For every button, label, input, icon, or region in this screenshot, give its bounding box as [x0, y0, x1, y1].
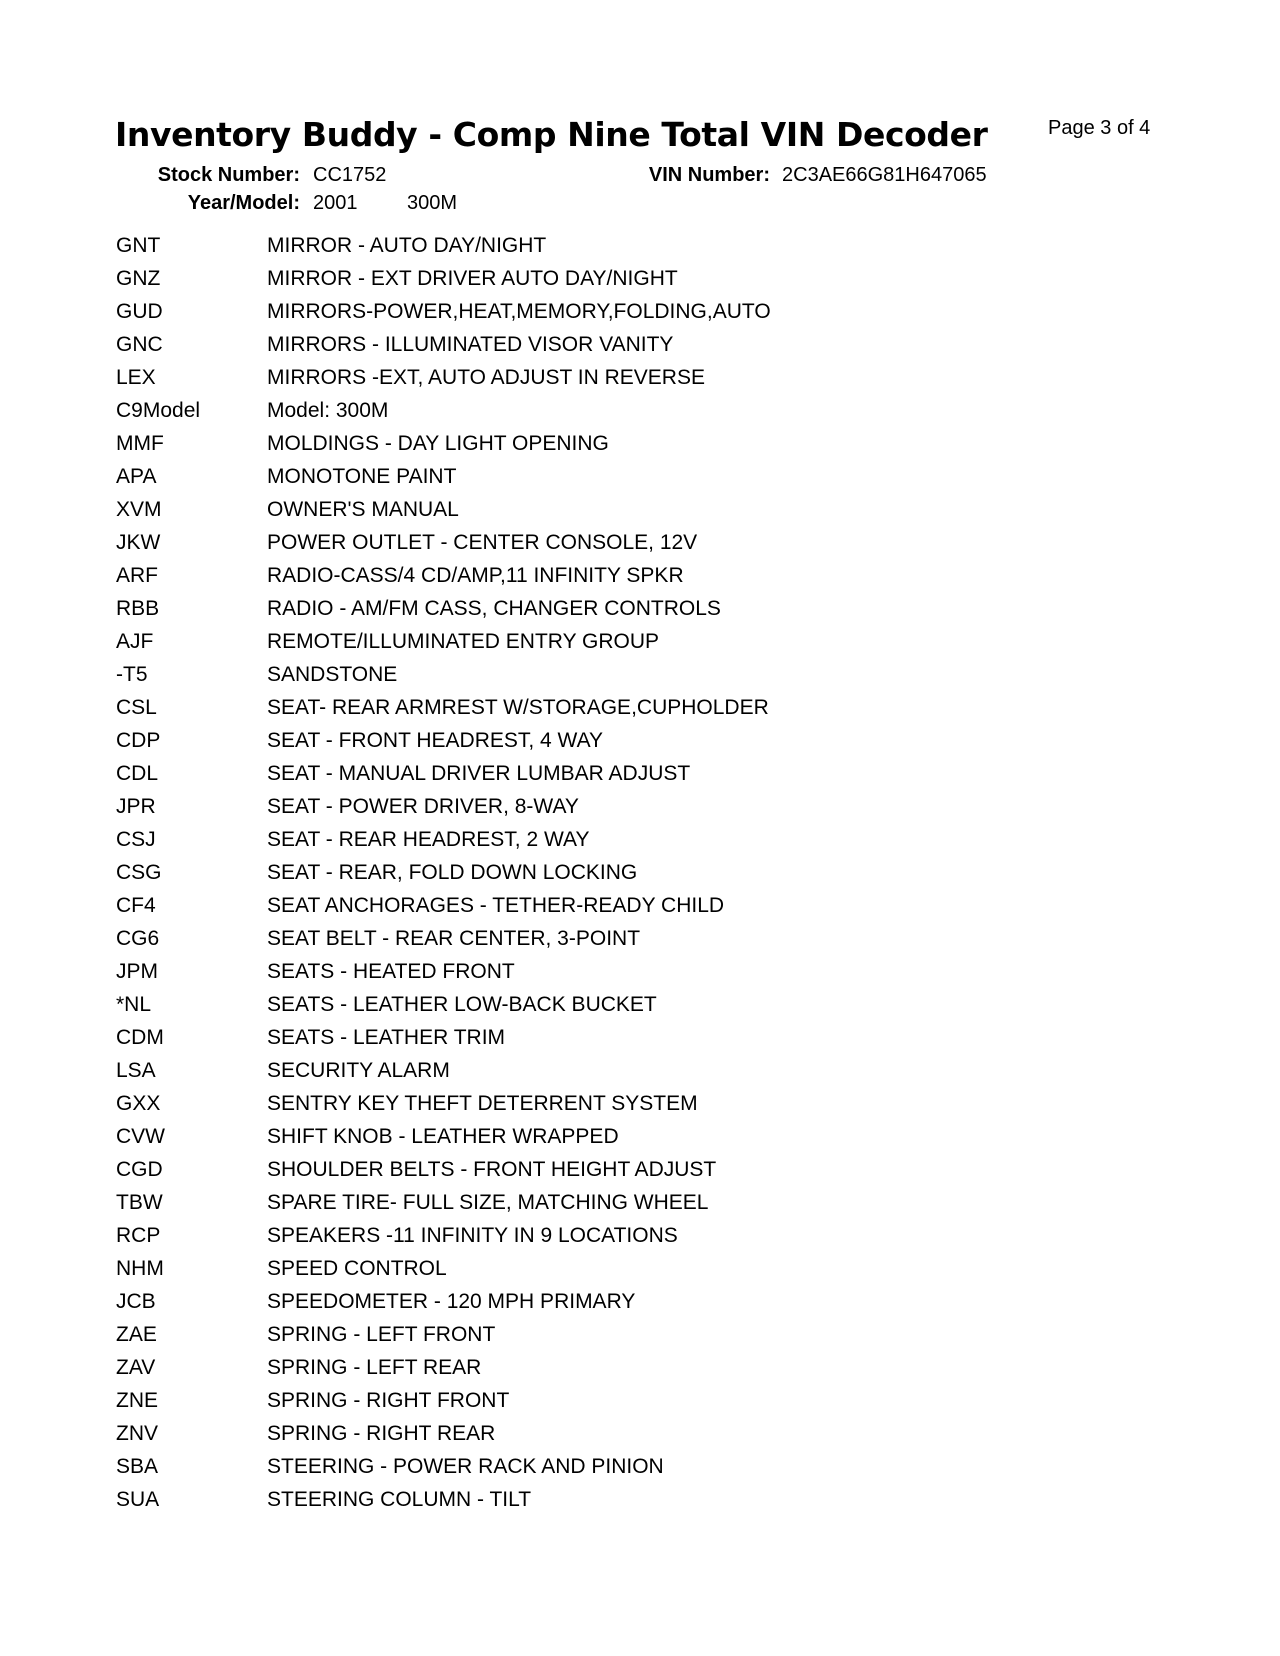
option-row [116, 1120, 1176, 1153]
option-row [116, 1417, 1176, 1450]
option-code: GUD [116, 299, 163, 323]
option-row [116, 1483, 1176, 1516]
option-code: RCP [116, 1223, 161, 1247]
option-description: SENTRY KEY THEFT DETERRENT SYSTEM [267, 1091, 698, 1115]
option-row [116, 1186, 1176, 1219]
option-row [116, 559, 1176, 592]
option-code: CVW [116, 1124, 165, 1148]
option-description: POWER OUTLET - CENTER CONSOLE, 12V [267, 530, 698, 554]
option-description: RADIO-CASS/4 CD/AMP,11 INFINITY SPKR [267, 563, 684, 587]
option-row [116, 592, 1176, 625]
option-description: SEAT- REAR ARMREST W/STORAGE,CUPHOLDER [267, 695, 769, 719]
option-description: SEATS - LEATHER LOW-BACK BUCKET [267, 992, 657, 1016]
stock-number-label: Stock Number: [157, 164, 300, 186]
option-description: SPARE TIRE- FULL SIZE, MATCHING WHEEL [267, 1190, 709, 1214]
option-code: GXX [116, 1091, 161, 1115]
option-row [116, 328, 1176, 361]
option-description: Model: 300M [267, 398, 389, 422]
option-code: CSG [116, 860, 162, 884]
option-code: JCB [116, 1289, 156, 1313]
page-title: Inventory Buddy - Comp Nine Total VIN Decoder [115, 115, 988, 154]
option-code: JKW [116, 530, 161, 554]
option-description: SEAT - REAR HEADREST, 2 WAY [267, 827, 590, 851]
option-code: GNC [116, 332, 163, 356]
option-code: SUA [116, 1487, 160, 1511]
option-row [116, 394, 1176, 427]
option-row [116, 724, 1176, 757]
option-description: SANDSTONE [267, 662, 398, 686]
option-row [116, 1153, 1176, 1186]
option-row [116, 757, 1176, 790]
stock-number-value: CC1752 [313, 164, 387, 186]
option-description: RADIO - AM/FM CASS, CHANGER CONTROLS [267, 596, 721, 620]
model-value: 300M [407, 192, 458, 214]
option-description: SEATS - HEATED FRONT [267, 959, 515, 983]
option-description: SPRING - RIGHT FRONT [267, 1388, 510, 1412]
option-description: MIRROR - AUTO DAY/NIGHT [267, 233, 547, 257]
option-code: CDL [116, 761, 159, 785]
year-model-label: Year/Model: [187, 192, 300, 214]
option-row [116, 625, 1176, 658]
option-code: SBA [116, 1454, 159, 1478]
option-description: SEAT - FRONT HEADREST, 4 WAY [267, 728, 604, 752]
option-row [116, 526, 1176, 559]
option-row [116, 823, 1176, 856]
option-code: APA [116, 464, 157, 488]
option-description: SHIFT KNOB - LEATHER WRAPPED [267, 1124, 619, 1148]
option-description: STEERING COLUMN - TILT [267, 1487, 532, 1511]
option-description: SEATS - LEATHER TRIM [267, 1025, 506, 1049]
option-row [116, 658, 1176, 691]
option-code: JPR [116, 794, 156, 818]
option-code: LEX [116, 365, 156, 389]
option-row [116, 1021, 1176, 1054]
option-description: SPEEDOMETER - 120 MPH PRIMARY [267, 1289, 636, 1313]
option-description: MIRRORS -EXT, AUTO ADJUST IN REVERSE [267, 365, 705, 389]
option-code: ARF [116, 563, 158, 587]
option-description: SEAT BELT - REAR CENTER, 3-POINT [267, 926, 641, 950]
option-row [116, 790, 1176, 823]
options-list [116, 229, 1176, 1516]
option-row [116, 988, 1176, 1021]
option-code: GNT [116, 233, 161, 257]
option-row [116, 361, 1176, 394]
option-code: RBB [116, 596, 160, 620]
option-row [116, 1384, 1176, 1417]
option-row [116, 889, 1176, 922]
option-description: OWNER'S MANUAL [267, 497, 459, 521]
option-row [116, 922, 1176, 955]
option-code: XVM [116, 497, 162, 521]
option-code: TBW [116, 1190, 163, 1214]
option-code: ZNE [116, 1388, 158, 1412]
option-row [116, 856, 1176, 889]
option-description: SPEED CONTROL [267, 1256, 447, 1280]
option-description: SEAT - REAR, FOLD DOWN LOCKING [267, 860, 638, 884]
option-description: SPRING - LEFT FRONT [267, 1322, 496, 1346]
option-row [116, 1318, 1176, 1351]
option-description: SPRING - LEFT REAR [267, 1355, 482, 1379]
option-code: NHM [116, 1256, 164, 1280]
option-row [116, 295, 1176, 328]
option-row [116, 427, 1176, 460]
option-description: MOLDINGS - DAY LIGHT OPENING [267, 431, 609, 455]
option-row [116, 262, 1176, 295]
option-code: CG6 [116, 926, 160, 950]
option-row [116, 1450, 1176, 1483]
option-description: SECURITY ALARM [267, 1058, 450, 1082]
option-description: SEAT - POWER DRIVER, 8-WAY [267, 794, 579, 818]
vin-number-value: 2C3AE66G81H647065 [782, 164, 987, 186]
option-code: ZNV [116, 1421, 158, 1445]
option-description: SPEAKERS -11 INFINITY IN 9 LOCATIONS [267, 1223, 678, 1247]
option-code: CSL [116, 695, 157, 719]
option-row [116, 229, 1176, 262]
year-value: 2001 [313, 192, 358, 214]
option-description: SHOULDER BELTS - FRONT HEIGHT ADJUST [267, 1157, 717, 1181]
option-code: CDP [116, 728, 161, 752]
option-code: CSJ [116, 827, 156, 851]
page-indicator: Page 3 of 4 [1048, 117, 1151, 139]
option-code: *NL [116, 992, 152, 1016]
option-description: MIRROR - EXT DRIVER AUTO DAY/NIGHT [267, 266, 678, 290]
option-code: AJF [116, 629, 154, 653]
option-code: CGD [116, 1157, 163, 1181]
option-code: MMF [116, 431, 164, 455]
option-row [116, 691, 1176, 724]
option-row [116, 1219, 1176, 1252]
option-description: MONOTONE PAINT [267, 464, 457, 488]
option-row [116, 493, 1176, 526]
option-row [116, 1087, 1176, 1120]
option-code: GNZ [116, 266, 161, 290]
option-code: CF4 [116, 893, 156, 917]
option-code: ZAE [116, 1322, 157, 1346]
option-description: STEERING - POWER RACK AND PINION [267, 1454, 664, 1478]
option-row [116, 1252, 1176, 1285]
option-row [116, 1285, 1176, 1318]
option-code: ZAV [116, 1355, 156, 1379]
option-code: -T5 [116, 662, 148, 686]
option-description: SPRING - RIGHT REAR [267, 1421, 496, 1445]
option-description: SEAT - MANUAL DRIVER LUMBAR ADJUST [267, 761, 691, 785]
option-description: MIRRORS-POWER,HEAT,MEMORY,FOLDING,AUTO [267, 299, 771, 323]
option-row [116, 460, 1176, 493]
vin-number-label: VIN Number: [648, 164, 770, 186]
option-code: CDM [116, 1025, 164, 1049]
option-description: SEAT ANCHORAGES - TETHER-READY CHILD [267, 893, 725, 917]
option-code: C9Model [116, 398, 201, 422]
option-description: REMOTE/ILLUMINATED ENTRY GROUP [267, 629, 660, 653]
option-row [116, 1054, 1176, 1087]
option-row [116, 955, 1176, 988]
option-code: JPM [116, 959, 158, 983]
option-row [116, 1351, 1176, 1384]
option-description: MIRRORS - ILLUMINATED VISOR VANITY [267, 332, 674, 356]
option-code: LSA [116, 1058, 156, 1082]
